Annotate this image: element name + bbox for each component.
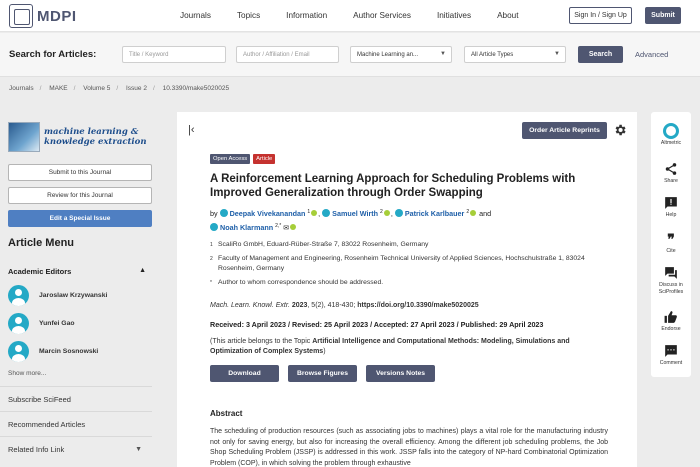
discuss-label: Discuss in SciProfiles: [658, 282, 684, 295]
affiliation-1: [210, 240, 610, 250]
help-tool[interactable]: [651, 196, 691, 219]
open-access-badge: Open Access: [210, 154, 250, 164]
help-icon: [664, 196, 678, 210]
author-name[interactable]: Noah Klarmann: [220, 223, 274, 232]
breadcrumb: [9, 85, 235, 92]
and-label: and: [479, 209, 492, 218]
affiliation-text: ScaliRo GmbH, Eduard-Rüber-Straße 7, 83022 Rosenheim, Germany: [218, 241, 429, 248]
comment-label: Comment: [659, 360, 683, 366]
article-type-value: All Article Types: [471, 51, 514, 58]
orcid-icon[interactable]: [384, 210, 390, 216]
right-toolbar: [651, 112, 691, 377]
breadcrumb-journals[interactable]: Journals: [9, 85, 34, 92]
submit-button[interactable]: Submit: [645, 7, 681, 24]
breadcrumb-issue[interactable]: Issue 2: [125, 85, 147, 92]
journal-cover-image: [8, 122, 40, 152]
journal-select-value: Machine Learning an...: [357, 51, 419, 58]
topic-note: [210, 337, 610, 357]
search-button[interactable]: Search: [578, 46, 623, 63]
author-name[interactable]: Samuel Wirth: [332, 209, 379, 218]
author-name[interactable]: Patrick Karlbauer: [404, 209, 465, 218]
gear-icon[interactable]: [613, 123, 627, 137]
mdpi-logo[interactable]: [9, 4, 77, 28]
affiliation-text: Faculty of Management and Engineering, Rosenheim Technical University of Applied Sciences, Hochschulstraße 1, 83024 Rosenheim, Germany: [218, 255, 585, 272]
related-info-link-label: Related Info Link: [8, 444, 65, 454]
journal-name-line2: knowledge extraction: [44, 137, 147, 147]
search-label: Search for Articles:: [9, 49, 97, 60]
editor-item[interactable]: [8, 313, 75, 334]
author-icon: [395, 209, 403, 217]
article-type-select[interactable]: [464, 46, 566, 63]
show-more-link[interactable]: Show more...: [8, 370, 47, 377]
chevron-down-icon: ▼: [440, 51, 446, 57]
submit-to-journal-button[interactable]: Submit to this Journal: [8, 164, 152, 181]
journal-name-line1: machine learning &: [44, 127, 139, 137]
download-button[interactable]: Download: [210, 365, 279, 382]
cite-tool[interactable]: [651, 232, 691, 255]
topic-link[interactable]: Artificial Intelligence and Computational Methods: Modeling, Simulations and Optimization of Complex Systems: [210, 338, 570, 355]
quote-icon: ❞: [667, 230, 675, 247]
avatar: [8, 285, 29, 306]
nav-initiatives[interactable]: Initiatives: [436, 11, 472, 20]
editor-item[interactable]: [8, 341, 98, 362]
abstract-heading: Abstract: [210, 409, 243, 418]
altmetric-label: Altmetric: [660, 140, 682, 146]
cite-journal: Mach. Learn. Knowl. Extr.: [210, 302, 290, 309]
related-info-link-toggle[interactable]: [0, 436, 152, 461]
review-for-journal-button[interactable]: Review for this Journal: [8, 187, 152, 204]
search-bar: [0, 33, 700, 77]
doi-link[interactable]: https://doi.org/10.3390/make5020025: [357, 302, 479, 309]
recommended-articles-toggle[interactable]: [0, 411, 152, 436]
subscribe-scifeed-link[interactable]: [0, 386, 152, 411]
article-badges: [210, 154, 275, 164]
recommended-articles-label: Recommended Articles: [8, 419, 86, 429]
share-tool[interactable]: [651, 162, 691, 185]
author-icon: [220, 209, 228, 217]
author-affil-sup: 2,*: [275, 223, 282, 229]
article-menu-heading: Article Menu: [8, 237, 75, 249]
discuss-icon: [664, 266, 678, 280]
author-affil-sup: 2: [466, 209, 470, 215]
article-title: A Reinforcement Learning Approach for Scheduling Problems with Improved Generalization through Order Swapping: [210, 173, 576, 199]
journal-logo[interactable]: [8, 122, 147, 152]
endorse-label: Endorse: [661, 326, 681, 332]
share-label: Share: [664, 178, 678, 184]
signin-button[interactable]: Sign In / Sign Up: [569, 7, 632, 24]
order-reprints-button[interactable]: Order Article Reprints: [522, 122, 607, 139]
subscribe-scifeed-label: Subscribe SciFeed: [8, 394, 71, 404]
thumbs-up-icon: [664, 310, 678, 324]
orcid-icon[interactable]: [311, 210, 317, 216]
avatar: [8, 341, 29, 362]
collapse-sidebar-icon[interactable]: |‹: [188, 124, 195, 136]
cite-volume-pages: , 5(2), 418-430;: [307, 302, 356, 309]
endorse-tool[interactable]: [651, 310, 691, 333]
author-icon: [322, 209, 330, 217]
breadcrumb-separator: /: [39, 85, 42, 92]
affiliation-note: [210, 278, 610, 288]
journal-name: [44, 127, 147, 147]
nav-topics[interactable]: Topics: [236, 11, 261, 20]
advanced-search-link[interactable]: Advanced: [635, 50, 669, 59]
affiliation-number: 1: [210, 242, 213, 248]
mdpi-logo-mark: [9, 4, 33, 28]
avatar: [8, 313, 29, 334]
topic-prefix: (This article belongs to the Topic: [210, 338, 311, 345]
breadcrumb-separator: /: [152, 85, 155, 92]
breadcrumb-separator: /: [73, 85, 76, 92]
versions-notes-button[interactable]: Versions Notes: [366, 365, 435, 382]
breadcrumb-volume[interactable]: Volume 5: [83, 85, 111, 92]
editor-name: Marcin Sosnowski: [39, 348, 99, 355]
nav-author-services[interactable]: Author Services: [353, 11, 411, 20]
nav-about[interactable]: About: [497, 11, 519, 20]
editor-name: Yunfei Gao: [39, 320, 75, 327]
comment-tool[interactable]: [651, 344, 691, 367]
author-affil-sup: 1: [307, 209, 311, 215]
affiliation-number: 2: [210, 256, 213, 262]
nav-journals[interactable]: Journals: [180, 11, 211, 20]
breadcrumb-doi: 10.3390/make5020025: [162, 85, 230, 92]
affiliation-number: *: [210, 280, 212, 286]
article-panel: [177, 112, 637, 467]
cite-year: 2023: [291, 302, 308, 309]
by-label: by: [210, 209, 218, 218]
orcid-icon[interactable]: [470, 210, 476, 216]
chevron-up-icon: ▲: [139, 267, 146, 274]
author-name[interactable]: Deepak Vivekanandan: [229, 209, 306, 218]
altmetric-icon: [663, 123, 679, 139]
academic-editors-heading: Academic Editors: [8, 267, 72, 276]
editor-name: Jaroslaw Krzywanski: [39, 292, 108, 299]
chevron-down-icon: ▼: [554, 51, 560, 57]
main-nav: [180, 11, 544, 20]
academic-editors-toggle[interactable]: [8, 267, 152, 276]
cite-label: Cite: [666, 248, 676, 254]
email-icon[interactable]: ✉: [283, 223, 290, 232]
left-sidebar: [0, 112, 162, 467]
publication-dates: Received: 3 April 2023 / Revised: 25 April 2023 / Accepted: 27 April 2023 / Published: 29 April 2023: [210, 320, 544, 329]
altmetric-tool[interactable]: [651, 124, 691, 147]
chevron-down-icon: ▼: [135, 445, 142, 453]
comment-icon: [664, 344, 678, 358]
author-affil-sup: 2: [380, 209, 383, 215]
edit-special-issue-button[interactable]: Edit a Special Issue: [8, 210, 152, 227]
author-affiliation-input[interactable]: Author / Affiliation / Email: [236, 46, 339, 63]
help-label: Help: [665, 212, 677, 218]
breadcrumb-make[interactable]: MAKE: [49, 85, 68, 92]
abstract-text: The scheduling of production resources (such as associating jobs to machines) plays a vital role for the manufacturing industry not only for saving energy, but also for increasing the overall efficiency. Among the different job scheduling problems, the Job Shop Scheduling Problem (JSSP) is addressed in this work. JSSP falls into the category of NP-hard Combinatorial Optimization Problem (COP), in which solving the problem through exhaustive: [210, 428, 608, 467]
author-list: by Deepak Vivekanandan $^1$ , Samuel Wirth $^2$ , Patrick Karlbauer $^2$ and Noah Klarmann $^{2,*}$ ✉: [210, 209, 492, 232]
topic-suffix: ): [323, 348, 326, 355]
title-keyword-input[interactable]: Title / Keyword: [122, 46, 226, 63]
discuss-tool[interactable]: [651, 266, 691, 295]
editor-item[interactable]: [8, 285, 107, 306]
breadcrumb-separator: /: [116, 85, 119, 92]
orcid-icon[interactable]: [290, 224, 296, 230]
affiliation-text: Author to whom correspondence should be addressed.: [218, 279, 384, 286]
article-type-badge: Article: [253, 154, 275, 164]
browse-figures-button[interactable]: Browse Figures: [288, 365, 357, 382]
top-navbar: [0, 0, 700, 32]
share-icon: [664, 162, 678, 176]
affiliation-2: [210, 254, 610, 274]
author-icon: [210, 223, 218, 231]
journal-select[interactable]: [350, 46, 452, 63]
nav-information[interactable]: Information: [286, 11, 328, 20]
mdpi-logo-text: MDPI: [37, 7, 77, 25]
citation-line: [210, 302, 479, 309]
